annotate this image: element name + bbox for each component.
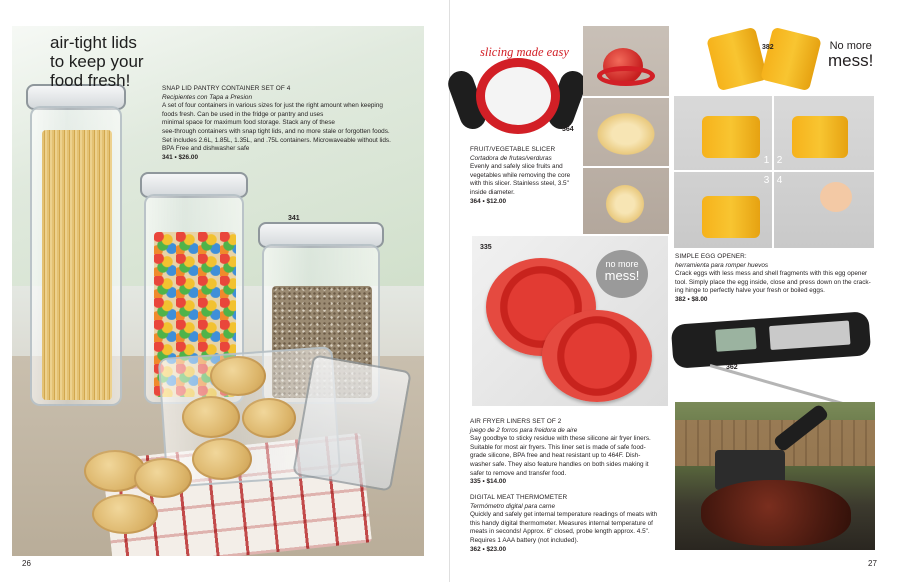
product-spanish-name: juego de 2 forros para freidora de aire [470,426,578,434]
step-numbers [760,152,786,192]
desc-line: this handy digital thermometer. Measures internal temperature of [470,519,653,527]
desc-line: Quickly and safely get internal temperature readings of meats with [470,511,658,519]
egg [820,182,852,212]
product-title: SIMPLE EGG OPENER: [675,253,747,260]
egg-opener-half [706,27,768,91]
egg-opener-copy [675,253,875,305]
step-number: 2 [776,155,783,166]
right-page [450,0,900,582]
product-title: AIR FRYER LINERS SET OF 2 [470,418,562,425]
product-spanish-name: herramienta para romper huevos [675,261,769,269]
desc-line: Say goodbye to sticky residue with these silicone air fryer liners. [470,435,651,443]
desc-line: Evenly and safely slice fruits and [470,163,563,171]
product-price: 382 • $8.00 [675,295,708,303]
photo-roast [701,480,851,546]
desc-line: BPA Free and dishwasher safe [162,145,250,153]
headline-line: No more [829,40,872,52]
desc-line: see-through containers with snap tight lids, and no more stale or forgotten foods. [162,127,390,135]
headline-line: mess! [828,51,874,70]
egg-opener-headline [828,40,873,70]
product-title: DIGITAL MEAT THERMOMETER [470,494,568,501]
egg-opener-tag: 382 [762,44,774,51]
slicer-on-apple [597,66,655,86]
desc-line: with this slicer. Stainless steel, 3.5" [470,180,569,188]
egg-opener-step [702,196,760,238]
cookie [92,494,158,534]
desc-line: Requires 1 AAA battery (not included). [470,536,579,544]
desc-line: A set of four containers in various sizes for just the right amount when keeping [162,102,383,110]
desc-line: foods fresh. Can be used in the fridge or pantry and uses [162,110,324,118]
desc-line: Set includes 2.6L, 1.85L, 1.35L, and .75L containers. Microwaveable without lids. [162,136,391,144]
thermometer-product [671,311,872,369]
air-fryer-liner [542,310,652,402]
desc-line: ing hinge to perfectly halve your fresh or boiled eggs. [675,287,825,295]
egg-opener-step [792,116,848,158]
thermometer-display [715,327,756,352]
desc-line: Crack eggs with less mess and shell fragments with this egg opener [675,270,868,278]
headline-line: air-tight lids [50,33,137,52]
page-number-left: 26 [22,559,31,568]
pantry-container-copy [162,85,424,162]
step-number: 1 [763,155,770,166]
cookie [210,356,266,396]
thermometer-tag: 362 [726,364,738,371]
air-fryer-tag: 335 [480,244,492,251]
product-title: SNAP LID PANTRY CONTAINER SET OF 4 [162,85,291,92]
photo-item-tag: 341 [288,215,300,222]
desc-line: minimal space for maximum food storage. Stack any of these [162,119,335,127]
thermometer-bbq-photo [675,402,875,550]
slicer-blade-ring [476,58,560,134]
product-price: 341 • $26.00 [162,153,198,161]
egg-opener-steps-photo [674,96,874,248]
egg-opener-step [702,116,760,158]
cookie [182,396,240,438]
no-more-mess-bubble [596,250,648,298]
photo-divider [583,166,669,168]
desc-line: grade silicone, BPA free and heat resistant up to 464F. Dish- [470,452,641,460]
slicer-headline: slicing made easy [480,45,569,59]
step-number: 4 [776,175,783,186]
headline-line: to keep your [50,52,144,71]
desc-line: Suitable for most air fryers. This liner set is made of safe food- [470,443,646,451]
desc-line: vegetables while removing the core [470,171,571,179]
desc-line: safer to remove and transfer food. [470,469,567,477]
apple-slices [593,110,659,158]
product-spanish-name: Recipientes con Tapa a Presion [162,93,252,101]
bubble-line: no more [605,259,639,269]
pasta-jar [30,106,122,406]
cookie [242,398,296,438]
product-price: 362 • $23.00 [470,545,506,553]
photo-divider [583,96,669,98]
slicer-tag: 364 [562,126,574,133]
cookie [134,458,192,498]
product-title: FRUIT/VEGETABLE SLICER [470,146,556,153]
desc-line: washer safe. They also feature handles on both sides making it [470,460,649,468]
cookie-container-lid [292,354,412,492]
product-spanish-name: Termómetro digital para carne [470,502,556,510]
headline-line: food fresh! [50,71,131,90]
thermometer-label-panel [769,321,850,351]
slicer-copy [470,146,580,206]
product-price: 364 • $12.00 [470,197,506,205]
bubble-line: mess! [604,268,640,283]
air-fryer-copy [470,418,670,487]
apple-slices-fanned [603,182,647,226]
desc-line: meats in seconds! Approx. 6" closed, probe length approx. 4.5". [470,528,650,536]
step-number: 3 [763,175,770,186]
desc-line: inside diameter. [470,188,515,196]
page-number-right: 27 [868,559,877,568]
cookie [192,438,252,480]
product-price: 335 • $14.00 [470,478,506,486]
pasta-contents [42,130,112,400]
thermometer-copy [470,494,670,554]
slicer-demo-photos [583,26,669,234]
egg-opener-half [760,27,822,91]
desc-line: tool. Simply place the egg inside, close and press down on the crack- [675,278,871,286]
left-headline [50,33,170,90]
product-spanish-name: Cortadora de frutas/verduras [470,154,552,162]
